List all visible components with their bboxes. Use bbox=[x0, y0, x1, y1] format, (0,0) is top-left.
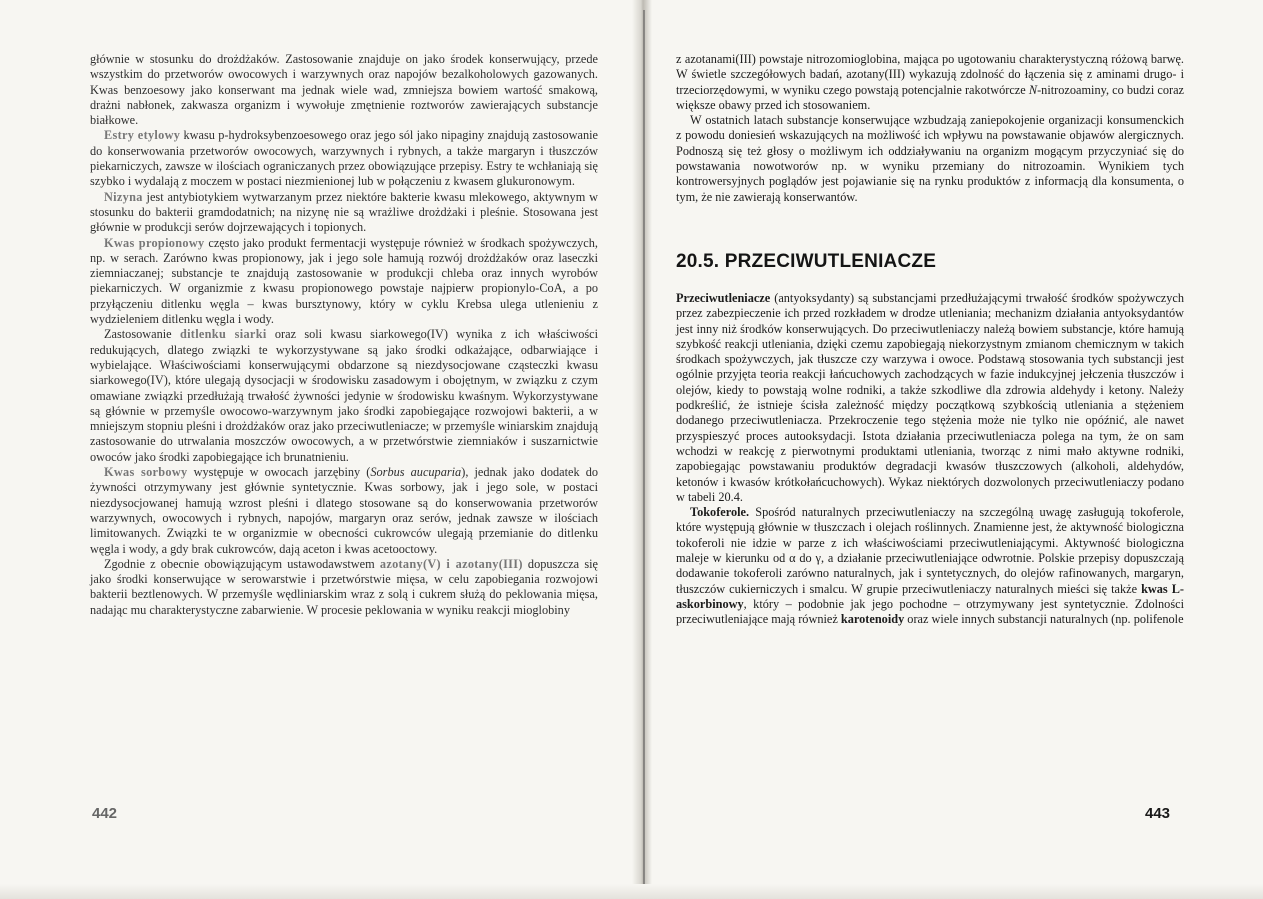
text-run: jest antybiotykiem wytwarzanym przez niektóre bakterie kwasu mlekowego, aktywnym w stosunku do bakterii gramdodatnich; na nizynę nie są wrażliwe drożdżaki i pleśnie. Stosowana jest głównie w produkcji serów dojrzewających i topionych. bbox=[90, 189, 598, 235]
paragraph bbox=[90, 190, 598, 236]
italic-text: Sorbus aucuparia bbox=[370, 465, 462, 480]
paragraph bbox=[676, 52, 1184, 113]
text-run: Zastosowanie bbox=[104, 327, 180, 342]
text-run: -nitrozoaminy, co budzi coraz większe obawy przed ich stosowaniem. bbox=[676, 82, 1184, 112]
bold-term: karotenoidy bbox=[840, 612, 905, 627]
text-run: często jako produkt fermentacji występuje również w środkach spożywczych, np. w serach. Zarówno kwas propionowy, jak i jego sole hamują rozwój drożdżaków oraz laseczki ziemniaczanej; substancje te znajdują zastosowanie w produkcji chleba oraz innych wyrobów piekarniczych. W organizmie z kwasu propionowego powstaje najpierw propionylo-CoA, a po przyłączeniu ditlenku węgla – kwas bursztynowy, który w cyklu Krebsa ulega utlenieniu z wydzieleniem ditlenku węgla i wody. bbox=[90, 235, 598, 327]
text-run: ), jednak jako dodatek do żywności otrzymywany jest głównie syntetycznie. Kwas sorbowy, jak i jego sole, w postaci niezdysocjowanej hamują wzrost pleśni i dlatego stosowane są do konserwowania przetworów warzywnych, owocowych i rybnych, napojów, margaryn oraz serów, jednak zawsze w ilościach limitowanych. Związki te w organizmie w obecności cukrowców ulegają przemianie do ditlenku węgla i wody, a gdy brak cukrowców, dają aceton i kwas acetooctowy. bbox=[90, 465, 599, 556]
text-run: Zgodnie z obecnie obowiązującym ustawodawstwem bbox=[104, 556, 380, 571]
italic-text: N bbox=[1028, 82, 1038, 97]
bold-term: Nizyna bbox=[104, 189, 143, 204]
text-run: W ostatnich latach substancje konserwujące wzbudzają zaniepokojenie organizacji konsumenckich z powodu doniesień wskazujących na możliwość ich wpływu na powstawanie objawów alergicznych. Podnoszą się też głosy o możliwym ich oddziaływaniu na organizm mogącym przyczyniać się do powstawania nowotworów np. w wyniku przemiany do nitrozoamin. Wynikiem tych kontrowersyjnych poglądów jest pojawianie się na rynku produktów z informacją dla konsumenta, o tym, że nie zawierają konserwantów. bbox=[676, 113, 1184, 204]
text-run: dopuszcza się jako środki konserwujące w serowarstwie i przetwórstwie mięsa, w celu zapobiegania rozwojowi bakterii beztlenowych. W przemyśle wędliniarskim wraz z solą i cukrem służą do peklowania mięsa, nadając mu charakterystyczne zabarwienie. W procesie peklowania w wyniku reakcji mioglobiny bbox=[90, 556, 598, 617]
text-run: , który – podobnie jak jego pochodne – otrzymywany jest syntetycznie. Zdolności przeciwutleniające mają również bbox=[676, 596, 1184, 627]
paragraph bbox=[90, 557, 598, 618]
left-page bbox=[90, 52, 598, 618]
text-run: oraz wiele innych substancji naturalnych (np. polifenole bbox=[904, 612, 1184, 627]
text-run: z azotanami(III) powstaje nitrozomioglobina, mająca po ugotowaniu charakterystyczną różową barwę. W świetle szczegółowych badań, azotany(III) wykazują zdolność do łączenia się z aminami drugo- i trzeciorzędowymi, w wyniku czego powstają potencjalnie rakotwórcze bbox=[676, 52, 1184, 97]
paragraph bbox=[90, 128, 598, 189]
paragraph bbox=[90, 52, 598, 128]
bold-term: Kwas propionowy bbox=[104, 235, 205, 250]
paragraph bbox=[90, 465, 598, 557]
book-gutter bbox=[632, 0, 652, 899]
right-page-section-body bbox=[676, 291, 1184, 628]
paragraph bbox=[676, 113, 1184, 205]
page-bottom-edge bbox=[0, 884, 1263, 899]
right-page bbox=[676, 52, 1184, 628]
left-page-body bbox=[90, 52, 598, 618]
bold-term: Kwas sorbowy bbox=[104, 465, 188, 480]
text-run: kwasu p-hydroksybenzoesowego oraz jego sól jako nipaginy znajdują zastosowanie do konserwowania przetworów owocowych, warzywnych i rybnych, a także margaryn i tłuszczów piekarniczych, zawsze w ilościach ograniczanych przez obowiązujące przepisy. Estry te wchłaniają się szybko i wydalają z moczem w postaci niezmienionej lub w połączeniu z kwasem glukuronowym. bbox=[90, 128, 598, 189]
paragraph bbox=[676, 505, 1184, 627]
bold-term: Tokoferole. bbox=[690, 505, 750, 520]
text-run: Spośród naturalnych przeciwutleniaczy na szczególną uwagę zasługują tokoferole, które występują głównie w tłuszczach i olejach roślinnych. Znamienne jest, że aktywność biologiczna tokoferoli nie idzie w parze z ich właściwościami przeciwutleniającymi. Aktywność biologiczna maleje w kierunku od α do γ, a działanie przeciwutleniające odwrotnie. Polskie przepisy dopuszczają dodawanie tokoferoli zarówno naturalnych, jak i syntetycznych, do olejów rafinowanych, margaryn, tłuszczów cukierniczych i smalcu. W grupie przeciwutleniaczy naturalnych mieści się także bbox=[676, 505, 1184, 596]
gutter-fold-line bbox=[643, 10, 645, 890]
text-run: występuje w owocach jarzębiny ( bbox=[187, 465, 371, 480]
text-run: głównie w stosunku do drożdżaków. Zastosowanie znajduje on jako środek konserwujący, przede wszystkim do przetworów owocowych i warzywnych oraz napojów bezalkoholowych gazowanych. Kwas benzoesowy jako konserwant ma jednak wiele wad, zmniejsza bowiem wartość smakową, drażni nabłonek, zakwasza organizm i wywołuje zmętnienie roztworów zawierających substancje białkowe. bbox=[90, 52, 598, 128]
paragraph bbox=[90, 327, 598, 465]
bold-term: Przeciwutleniacze bbox=[676, 290, 771, 305]
paragraph bbox=[676, 291, 1184, 505]
section-title: 20.5. PRZECIWUTLENIACZE bbox=[676, 250, 937, 272]
text-run: (antyoksydanty) są substancjami przedłużającymi trwałość środków spożywczych przez zabezpieczenie ich przed rozkładem w drodze utleniania; mechanizm działania antyoksydantów jest inny niż środków konserwujących. Do przeciwutleniaczy należą bowiem substancje, które hamują szybkość reakcji utleniania, dzięki czemu zapobiegają niekorzystnym zmianom chemicznym w takich środkach spożywczych, jak tłuszcze czy warzywa i owoce. Podstawą stosowania tych substancji jest ogólnie przyjęta teoria reakcji łańcuchowych zachodzących w fazie indukcyjnej jełczenia tłuszczów i olejów, kiedy to powstają wolne rodniki, a także szkodliwe dla zdrowia aldehydy i ketony. Należy podkreślić, że istnieje ścisła zależność między początkową szybkością utleniania a stężeniem dodanego przeciwutleniacza. Przekroczenie tego stężenia może nie tylko nie opóźnić, ale nawet przyspieszyć proces autooksydacji. Istota działania przeciwutleniacza polega na tym, że on sam wchodzi w reakcję z pierwotnymi produktami utleniania, tworząc z nimi mało aktywne rodniki, zapobiegając powstawaniu produktów degradacji kwasów tłuszczowych (alkoholi, aldehydów, ketonów i kwasów krótkołańcuchowych). Wykaz niektórych dozwolonych przeciwutleniaczy podano w tabeli 20.4. bbox=[676, 290, 1184, 504]
bold-term: azotany(V) i azotany(III) bbox=[379, 556, 523, 571]
bold-term: Estry etylowy bbox=[104, 128, 181, 143]
paragraph bbox=[90, 236, 598, 328]
left-page-number: 442 bbox=[92, 805, 118, 822]
bold-term: kwas L-askorbinowy bbox=[676, 581, 1184, 611]
right-page-intro bbox=[676, 52, 1184, 205]
right-page-number: 443 bbox=[1145, 805, 1171, 822]
bold-term: ditlenku siarki bbox=[179, 327, 267, 342]
text-run: oraz soli kwasu siarkowego(IV) wynika z ich właściwości redukujących, dlatego związki te wykorzystywane są jako środki odkażające, odbarwiające i wybielające. Właściwościami konserwującymi obdarzone są niezdysocjowane cząsteczki kwasu siarkowego(IV), które ulegają dysocjacji w środowisku zasadowym i obojętnym, w związku z czym omawiane związki przedłużają trwałość żywności jedynie w środowisku kwaśnym. Wykorzystywane są głównie w przemyśle owocowo-warzywnym jako środki zapobiegające rozwojowi bakterii, a w mniejszym stopniu pleśni i drożdżaków oraz jako przeciwutleniacze; w przemyśle winiarskim znajdują zastosowanie do utrwalania moszczów owocowych, a w przetwórstwie ziemniaków i suszarnictwie owoców jako środki zapobiegające ich brunatnieniu. bbox=[90, 327, 599, 464]
